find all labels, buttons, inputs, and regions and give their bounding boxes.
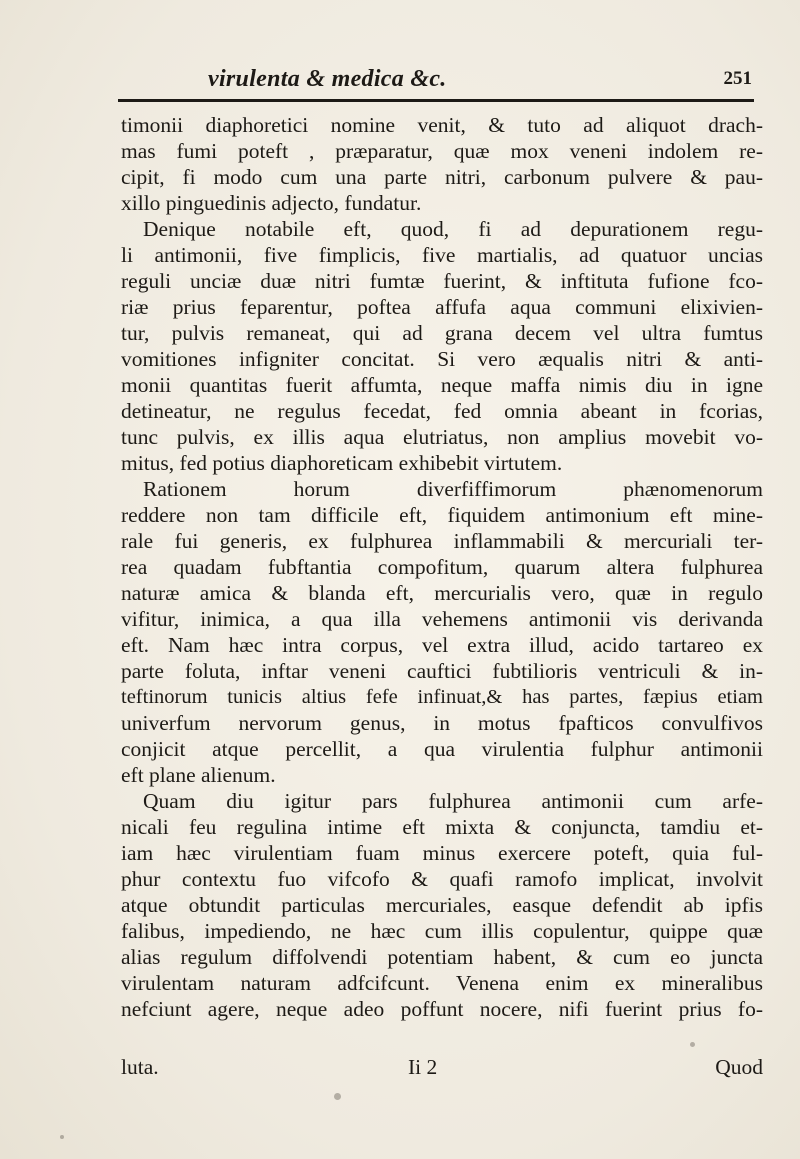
text-line: univerfum nervorum genus, in motus fpafticos convulfivos — [121, 711, 763, 735]
text-line: rea quadam fubftantia compofitum, quarum altera fulphurea — [121, 555, 763, 579]
body-text — [121, 112, 763, 1022]
text-line: tur, pulvis remaneat, qui ad grana decem vel ultra fumtus — [121, 321, 763, 345]
text-line: atque obtundit particulas mercuriales, easque defendit ab ipfis — [121, 893, 763, 917]
text-line: tunc pulvis, ex illis aqua elutriatus, non amplius movebit vo- — [121, 425, 763, 449]
catchword: Quod — [715, 1055, 763, 1079]
text-line: parte foluta, inftar veneni cauftici fubtilioris ventriculi & in- — [121, 659, 763, 683]
text-line: phur contextu fuo vifcofo & quafi ramofo implicat, involvit — [121, 867, 763, 891]
text-line: conjicit atque percellit, a qua virulentia fulphur antimonii — [121, 737, 763, 761]
paragraph-start-line: Quam diu igitur pars fulphurea antimonii cum arfe- — [143, 789, 763, 813]
text-line: alias regulum diffolvendi potentiam habent, & cum eo juncta — [121, 945, 763, 969]
running-title: virulenta & medica &c. — [208, 66, 447, 92]
running-head — [100, 66, 752, 96]
text-line: timonii diaphoretici nomine venit, & tuto ad aliquot drach- — [121, 113, 763, 137]
footer-line — [121, 1055, 763, 1081]
text-line: rale fui generis, ex fulphurea inflammabili & mercuriali ter- — [121, 529, 763, 553]
text-line: riæ prius feparentur, poftea affufa aqua communi elixivien- — [121, 295, 763, 319]
text-line: mitus, fed potius diaphoreticam exhibebit virtutem. — [121, 451, 563, 475]
text-line: iam hæc virulentiam fuam minus exercere poteft, quia ful- — [121, 841, 763, 865]
text-line: mas fumi poteft , præparatur, quæ mox veneni indolem re- — [121, 139, 763, 163]
text-line: eft. Nam hæc intra corpus, vel extra illud, acido tartareo ex — [121, 633, 763, 657]
text-line: reguli unciæ duæ nitri fumtæ fuerint, & inftituta fufione fco- — [121, 269, 763, 293]
page-number: 251 — [723, 68, 752, 89]
paper-speck — [60, 1135, 64, 1139]
header-rule — [118, 99, 754, 102]
final-word: luta. — [121, 1055, 159, 1079]
text-line: teftinorum tunicis altius fefe infinuat,& has partes, fæpius etiam — [121, 686, 763, 708]
text-line: naturæ amica & blanda eft, mercurialis vero, quæ in regulo — [121, 581, 763, 605]
paper-speck — [334, 1093, 341, 1100]
paper-speck — [690, 1042, 695, 1047]
paragraph-start-line: Denique notabile eft, quod, fi ad depurationem regu- — [143, 217, 763, 241]
text-line: vifitur, inimica, a qua illa vehemens antimonii vis derivanda — [121, 607, 763, 631]
text-line: nefciunt agere, neque adeo poffunt nocere, nifi fuerint prius fo- — [121, 997, 763, 1021]
text-line: monii quantitas fuerit affumta, neque maffa nimis diu in igne — [121, 373, 763, 397]
paragraph-start-line: Rationem horum diverfiffimorum phænomenorum — [143, 477, 763, 501]
text-line: nicali feu regulina intime eft mixta & conjuncta, tamdiu et- — [121, 815, 763, 839]
signature-mark: Ii 2 — [408, 1055, 438, 1079]
text-line: vomitiones infigniter concitat. Si vero æqualis nitri & anti- — [121, 347, 763, 371]
text-line: virulentam naturam adfcifcunt. Venena enim ex mineralibus — [121, 971, 763, 995]
text-line: cipit, fi modo cum una parte nitri, carbonum pulvere & pau- — [121, 165, 763, 189]
text-line: eft plane alienum. — [121, 763, 276, 787]
text-line: falibus, impediendo, ne hæc cum illis copulentur, quippe quæ — [121, 919, 763, 943]
text-line: reddere non tam difficile eft, fiquidem antimonium eft mine- — [121, 503, 763, 527]
text-line: xillo pinguedinis adjecto, fundatur. — [121, 191, 422, 215]
text-line: li antimonii, five fimplicis, five martialis, ad quatuor uncias — [121, 243, 763, 267]
text-line: detineatur, ne regulus fecedat, fed omnia abeant in fcorias, — [121, 399, 763, 423]
